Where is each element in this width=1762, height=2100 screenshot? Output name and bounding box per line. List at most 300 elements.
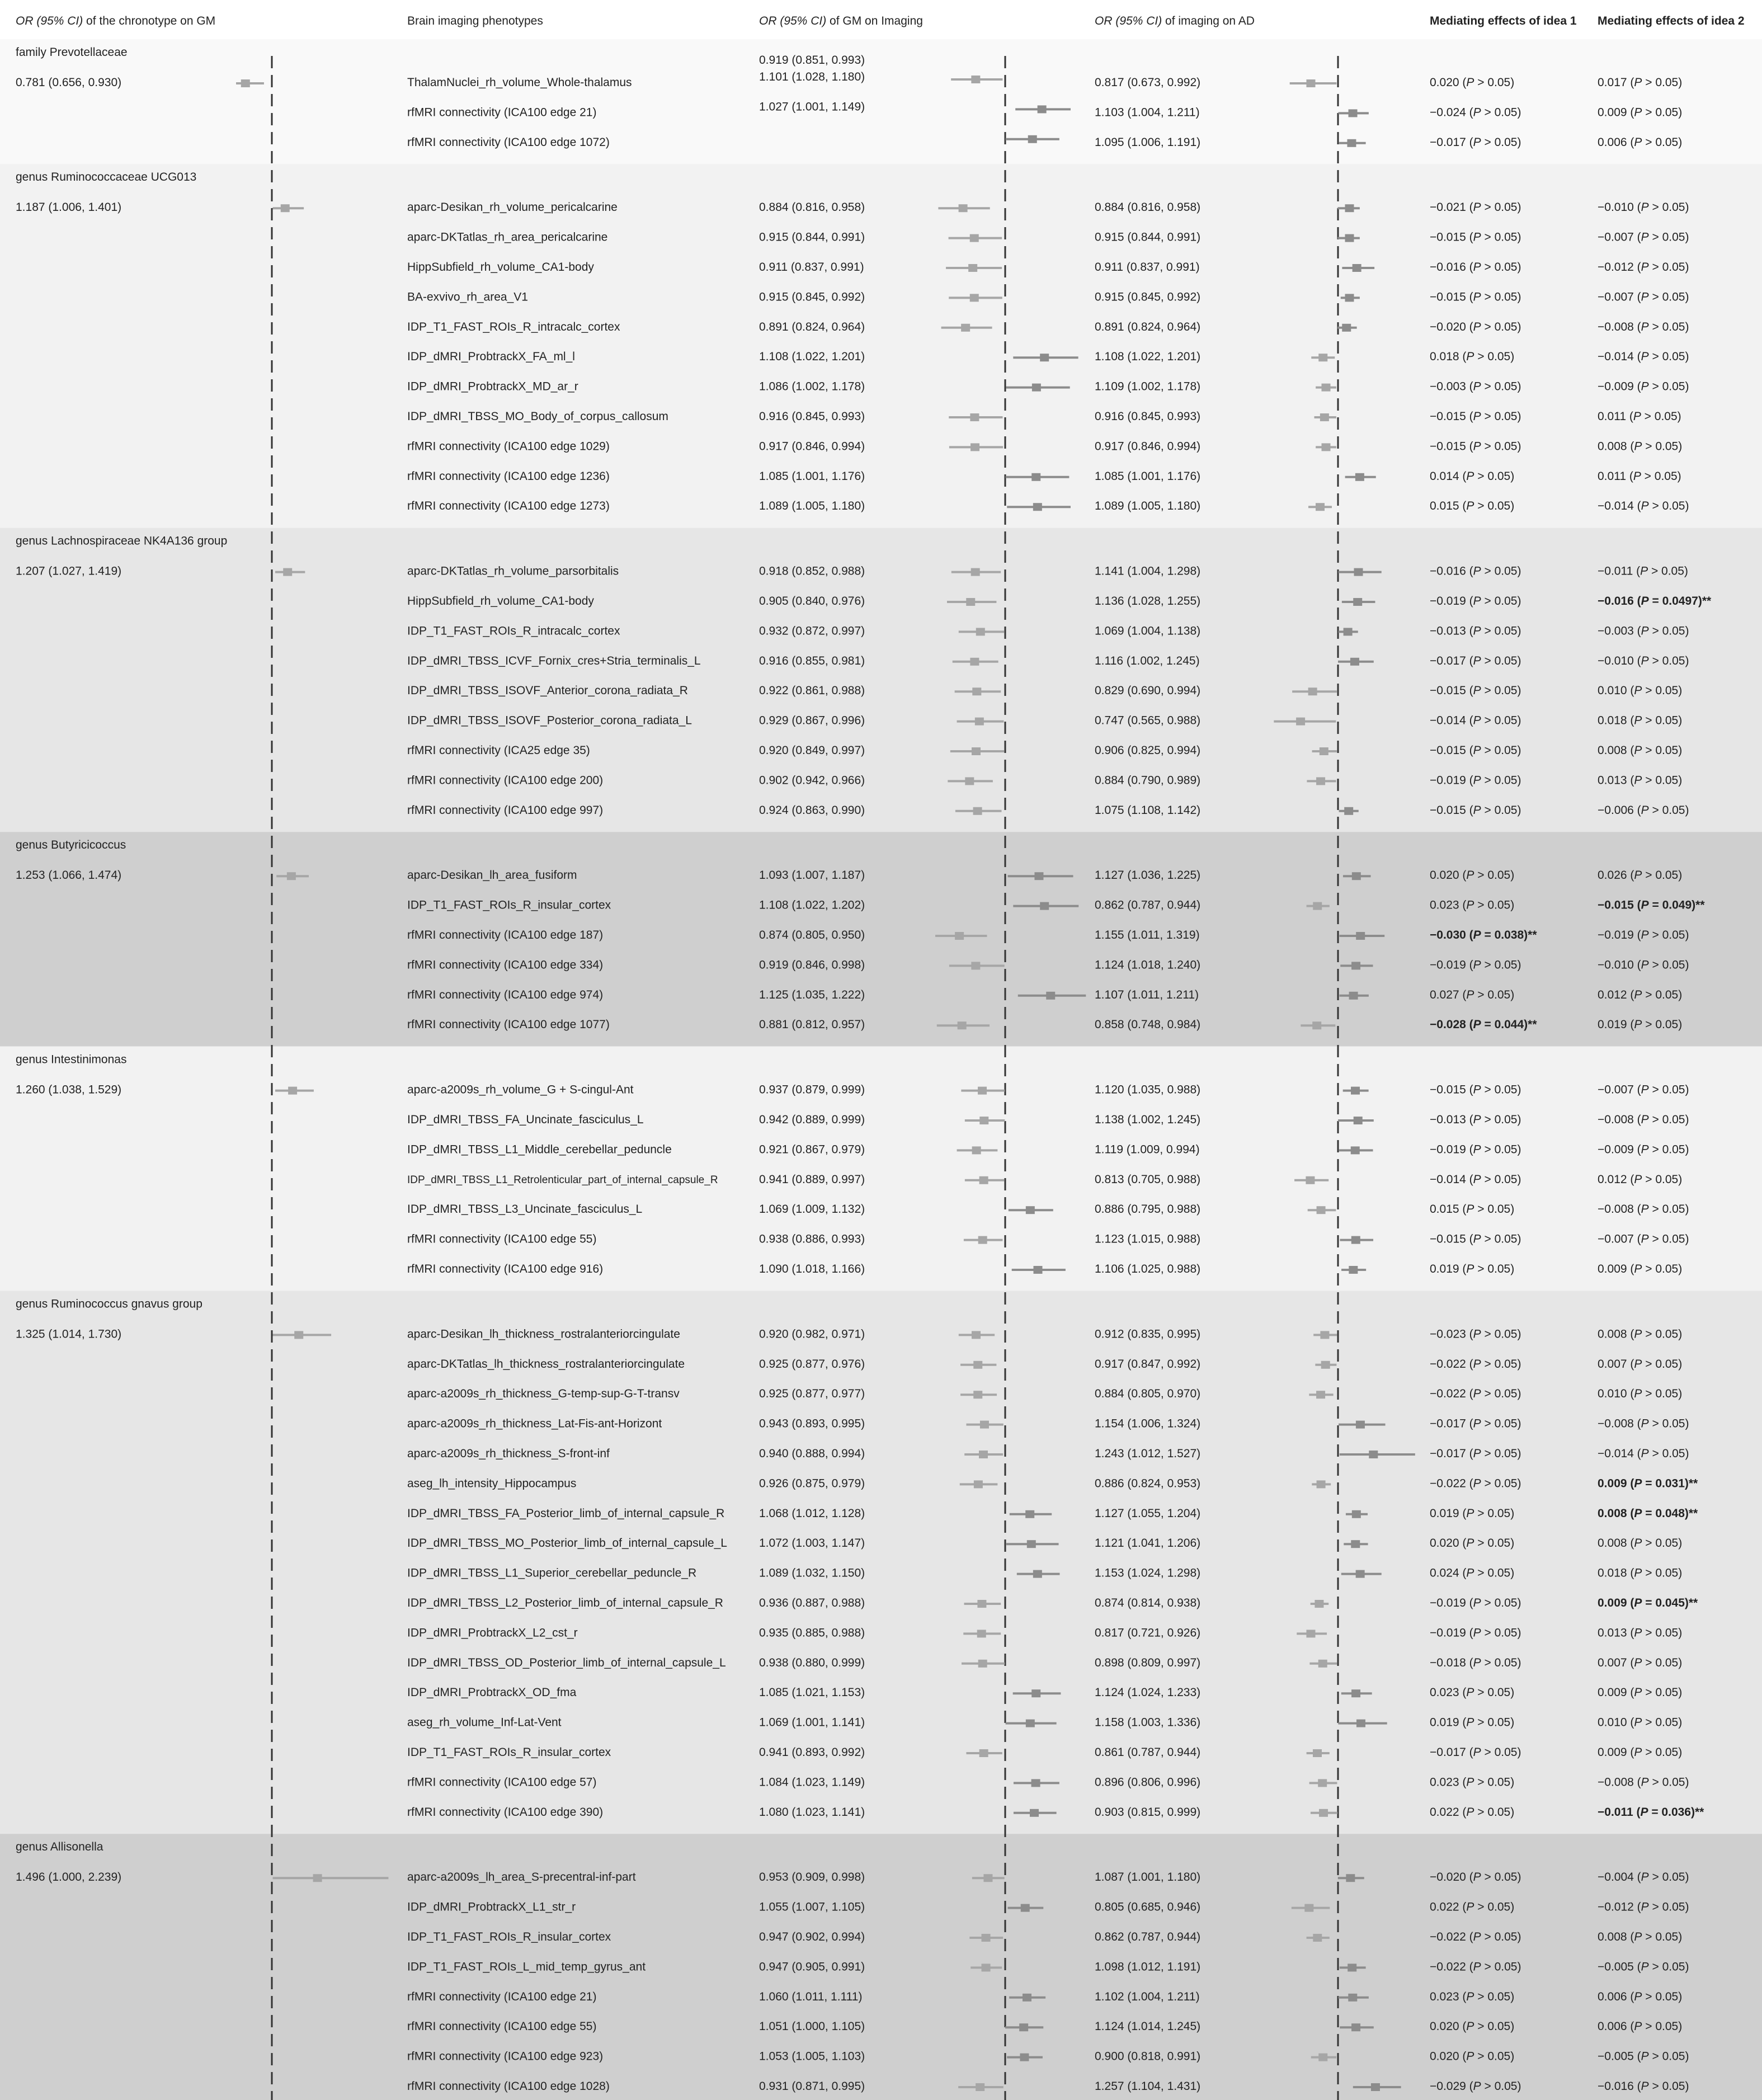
- ad-or-text: 1.109 (1.002, 1.178): [1095, 380, 1201, 393]
- ad-estimate-point: [1319, 1809, 1328, 1817]
- gm-estimate-point: [970, 658, 979, 666]
- phenotype-label: IDP_dMRI_ProbtrackX_FA_ml_l: [407, 350, 575, 364]
- ad-estimate-point: [1351, 2023, 1360, 2031]
- ad-or-text: 0.861 (0.787, 0.944): [1095, 1746, 1201, 1759]
- gm-or-text: 0.921 (0.867, 0.979): [759, 1143, 865, 1156]
- gm-or-text: 0.922 (0.861, 0.988): [759, 684, 865, 698]
- ad-estimate-point: [1318, 2054, 1327, 2061]
- gm-estimate-point: [966, 598, 975, 606]
- mediating-effect-2: −0.005 (P > 0.05): [1598, 1960, 1689, 1974]
- ad-or-text: 1.108 (1.022, 1.201): [1095, 350, 1201, 364]
- gm-or-text: 0.874 (0.805, 0.950): [759, 929, 865, 941]
- ad-or-text: 1.107 (1.011, 1.211): [1095, 988, 1199, 1001]
- gm-estimate-point: [1038, 105, 1047, 113]
- gm-or-text: 1.053 (1.005, 1.103): [759, 2050, 865, 2063]
- gm-or-text: 0.926 (0.875, 0.979): [759, 1477, 865, 1490]
- mediating-effect-1: −0.022 (P > 0.05): [1430, 1387, 1521, 1401]
- mediating-effect-2: −0.016 (P > 0.05): [1598, 2080, 1689, 2093]
- mediating-effect-1: −0.015 (P > 0.05): [1430, 410, 1521, 423]
- ad-estimate-point: [1353, 264, 1361, 272]
- gm-or-text: 0.881 (0.812, 0.957): [759, 1018, 865, 1032]
- ad-estimate-point: [1316, 777, 1325, 785]
- ad-estimate-point: [1321, 1361, 1330, 1369]
- phenotype-label: rfMRI connectivity (ICA100 edge 1077): [407, 1018, 610, 1032]
- group-name: family Prevotellaceae: [16, 46, 128, 59]
- mediating-effect-1: −0.017 (P > 0.05): [1430, 1417, 1521, 1430]
- phenotype-label: IDP_dMRI_TBSS_OD_Posterior_limb_of_internal_capsule_L: [407, 1656, 726, 1669]
- phenotype-label: aparc-Desikan_lh_area_fusiform: [407, 869, 577, 882]
- mediating-effect-1: −0.015 (P > 0.05): [1430, 684, 1521, 698]
- gm-estimate-point: [1028, 135, 1037, 143]
- gm-estimate-point: [979, 1117, 988, 1124]
- phenotype-label: rfMRI connectivity (ICA100 edge 57): [407, 1776, 597, 1789]
- mediating-effect-1: −0.015 (P > 0.05): [1430, 803, 1521, 817]
- mediating-effect-2: −0.008 (P > 0.05): [1598, 1776, 1689, 1789]
- mediating-effect-2: 0.008 (P = 0.048)**: [1598, 1506, 1698, 1520]
- header-col2: Brain imaging phenotypes: [407, 15, 543, 27]
- ad-or-text: 1.106 (1.025, 0.988): [1095, 1263, 1201, 1275]
- gm-or-text: 0.911 (0.837, 0.991): [759, 261, 864, 274]
- gm-or-text: 1.055 (1.007, 1.105): [759, 1900, 865, 1914]
- group-bands: [0, 39, 1762, 2100]
- ad-estimate-point: [1352, 872, 1361, 880]
- gm-or-text: 0.936 (0.887, 0.988): [759, 1597, 865, 1609]
- gm-or-text: 1.101 (1.028, 1.180): [759, 70, 865, 83]
- ad-estimate-point: [1353, 598, 1362, 606]
- ad-estimate-point: [1352, 1510, 1361, 1518]
- gm-estimate-point: [977, 1630, 986, 1637]
- ad-or-text: 0.817 (0.673, 0.992): [1095, 76, 1201, 89]
- mediating-effect-2: 0.012 (P > 0.05): [1598, 988, 1683, 1001]
- ad-estimate-point: [1306, 1630, 1315, 1637]
- ad-estimate-point: [1308, 688, 1317, 695]
- gm-estimate-point: [961, 324, 970, 332]
- group-estimate-point: [313, 1874, 322, 1882]
- mediating-effect-2: −0.007 (P > 0.05): [1598, 230, 1689, 244]
- ad-estimate-point: [1313, 1749, 1322, 1757]
- phenotype-label: aseg_lh_intensity_Hippocampus: [407, 1477, 577, 1490]
- mediating-effect-2: 0.006 (P > 0.05): [1598, 135, 1683, 149]
- mediating-effect-1: −0.023 (P > 0.05): [1430, 1327, 1521, 1341]
- phenotype-label: rfMRI connectivity (ICA100 edge 923): [407, 2050, 604, 2063]
- ad-estimate-point: [1371, 2083, 1380, 2091]
- ad-or-text: 0.862 (0.787, 0.944): [1095, 898, 1201, 912]
- ad-estimate-point: [1320, 747, 1328, 755]
- mediating-effect-1: −0.029 (P > 0.05): [1430, 2080, 1521, 2093]
- mediating-effect-2: 0.026 (P > 0.05): [1598, 869, 1683, 882]
- ad-or-text: 0.915 (0.845, 0.992): [1095, 290, 1201, 304]
- ad-estimate-point: [1322, 384, 1331, 392]
- header-col4: OR (95% CI) of imaging on AD: [1095, 15, 1255, 27]
- gm-estimate-point: [973, 1361, 982, 1369]
- ad-estimate-point: [1304, 1904, 1313, 1912]
- gm-or-text: 1.093 (1.007, 1.187): [759, 869, 865, 882]
- mediating-effect-2: 0.008 (P > 0.05): [1598, 744, 1683, 757]
- phenotype-label: rfMRI connectivity (ICA100 edge 974): [407, 988, 604, 1001]
- ad-or-text: 1.087 (1.001, 1.180): [1095, 1871, 1201, 1884]
- gm-estimate-point: [972, 747, 981, 755]
- mediating-effect-2: −0.007 (P > 0.05): [1598, 1083, 1689, 1096]
- mediating-effect-2: −0.012 (P > 0.05): [1598, 1900, 1689, 1914]
- gm-estimate-point: [977, 1600, 986, 1608]
- mediating-effect-1: 0.023 (P > 0.05): [1430, 1776, 1515, 1789]
- mediating-effect-1: 0.022 (P > 0.05): [1430, 1805, 1515, 1819]
- ad-or-text: 1.089 (1.005, 1.180): [1095, 500, 1201, 513]
- ad-estimate-point: [1318, 1779, 1327, 1787]
- mediating-effect-2: −0.008 (P > 0.05): [1598, 320, 1689, 333]
- ad-estimate-point: [1356, 932, 1365, 940]
- mediating-effect-2: −0.010 (P > 0.05): [1598, 201, 1689, 214]
- gm-or-text: 0.942 (0.889, 0.999): [759, 1113, 865, 1126]
- ad-estimate-point: [1345, 204, 1354, 212]
- gm-or-text: 1.089 (1.032, 1.150): [759, 1566, 865, 1580]
- ad-estimate-point: [1313, 902, 1322, 910]
- ad-or-text: 0.886 (0.824, 0.953): [1095, 1477, 1201, 1490]
- ad-or-text: 1.141 (1.004, 1.298): [1095, 564, 1201, 578]
- mediating-effect-2: −0.007 (P > 0.05): [1598, 1232, 1689, 1246]
- gm-estimate-point: [970, 413, 979, 421]
- gm-or-text: 0.891 (0.824, 0.964): [759, 320, 865, 333]
- gm-or-text: 0.919 (0.846, 0.998): [759, 958, 865, 972]
- phenotype-label: IDP_T1_FAST_ROIs_R_insular_cortex: [407, 898, 611, 912]
- ad-or-text: 0.916 (0.845, 0.993): [1095, 410, 1201, 423]
- gm-estimate-point: [978, 1660, 987, 1668]
- group-or: 1.187 (1.006, 1.401): [16, 201, 122, 214]
- mediating-effect-1: 0.027 (P > 0.05): [1430, 988, 1515, 1001]
- ad-or-text: 1.124 (1.024, 1.233): [1095, 1686, 1201, 1699]
- group-estimate-point: [241, 79, 250, 87]
- gm-estimate-point: [971, 76, 980, 83]
- phenotype-label: IDP_dMRI_TBSS_L3_Uncinate_fasciculus_L: [407, 1203, 643, 1216]
- gm-or-text: 1.125 (1.035, 1.222): [759, 988, 865, 1001]
- ad-or-text: 1.098 (1.012, 1.191): [1095, 1960, 1201, 1974]
- phenotype-label: IDP_dMRI_ProbtrackX_L1_str_r: [407, 1900, 576, 1914]
- mediating-effect-2: −0.006 (P > 0.05): [1598, 803, 1689, 817]
- ad-estimate-point: [1342, 324, 1351, 332]
- phenotype-label: IDP_dMRI_TBSS_MO_Posterior_limb_of_internal_capsule_L: [407, 1537, 727, 1550]
- gm-estimate-point: [973, 1391, 982, 1399]
- gm-estimate-point: [973, 807, 982, 815]
- mediating-effect-2: −0.016 (P = 0.0497)**: [1598, 595, 1712, 608]
- gm-or-text: 0.953 (0.909, 0.998): [759, 1871, 865, 1884]
- ad-or-text: 1.257 (1.104, 1.431): [1095, 2080, 1201, 2093]
- mediating-effect-2: 0.010 (P > 0.05): [1598, 1387, 1683, 1401]
- gm-or-text: 1.080 (1.023, 1.141): [759, 1805, 865, 1819]
- phenotype-label: IDP_dMRI_TBSS_L1_Middle_cerebellar_peduncle: [407, 1143, 672, 1156]
- ad-or-text: 0.858 (0.748, 0.984): [1095, 1018, 1201, 1032]
- gm-estimate-point: [1034, 1266, 1043, 1274]
- ad-or-text: 0.915 (0.844, 0.991): [1095, 230, 1201, 244]
- mediating-effect-2: 0.006 (P > 0.05): [1598, 2020, 1683, 2033]
- ad-estimate-point: [1351, 1087, 1360, 1095]
- gm-estimate-point: [1027, 1540, 1036, 1548]
- phenotype-label: aparc-a2009s_rh_volume_G + S-cingul-Ant: [407, 1083, 634, 1096]
- ad-or-text: 0.917 (0.847, 0.992): [1095, 1357, 1201, 1371]
- mediating-effect-1: −0.018 (P > 0.05): [1430, 1656, 1521, 1669]
- phenotype-label: BA-exvivo_rh_area_V1: [407, 290, 528, 304]
- phenotype-label: rfMRI connectivity (ICA100 edge 334): [407, 958, 604, 972]
- ad-or-text: 1.102 (1.004, 1.211): [1095, 1990, 1200, 2003]
- gm-estimate-point: [1019, 2023, 1028, 2031]
- phenotype-label: aparc-Desikan_lh_thickness_rostralanteriorcingulate: [407, 1327, 680, 1341]
- mediating-effect-1: 0.022 (P > 0.05): [1430, 1900, 1515, 1914]
- ad-estimate-point: [1355, 473, 1364, 481]
- gm-estimate-point: [982, 1964, 991, 1971]
- group-name: genus Intestinimonas: [16, 1053, 127, 1066]
- ad-estimate-point: [1318, 354, 1327, 361]
- gm-or-text: 0.919 (0.851, 0.993): [759, 54, 865, 67]
- gm-or-text: 0.917 (0.846, 0.994): [759, 440, 865, 453]
- gm-or-text: 0.884 (0.816, 0.958): [759, 201, 865, 214]
- ad-or-text: 0.884 (0.805, 0.970): [1095, 1387, 1201, 1401]
- mediating-effect-1: −0.013 (P > 0.05): [1430, 624, 1521, 638]
- mediating-effect-1: −0.016 (P > 0.05): [1430, 261, 1521, 274]
- gm-estimate-point: [976, 628, 985, 635]
- mediating-effect-1: −0.019 (P > 0.05): [1430, 1597, 1521, 1609]
- mediating-effect-1: 0.020 (P > 0.05): [1430, 2020, 1515, 2033]
- ad-or-text: 0.817 (0.721, 0.926): [1095, 1626, 1201, 1640]
- gm-or-text: 0.938 (0.880, 0.999): [759, 1656, 865, 1669]
- gm-estimate-point: [1023, 1994, 1031, 2002]
- mediating-effect-2: −0.010 (P > 0.05): [1598, 958, 1689, 972]
- gm-or-text: 0.905 (0.840, 0.976): [759, 595, 865, 608]
- gm-estimate-point: [1033, 1570, 1042, 1578]
- mediating-effect-1: −0.024 (P > 0.05): [1430, 106, 1521, 119]
- ad-estimate-point: [1320, 1331, 1329, 1339]
- ad-or-text: 1.075 (1.108, 1.142): [1095, 803, 1201, 817]
- ad-estimate-point: [1306, 79, 1315, 87]
- group-name: genus Butyricicoccus: [16, 839, 126, 852]
- gm-estimate-point: [1020, 2054, 1029, 2061]
- mediating-effect-2: 0.009 (P > 0.05): [1598, 1263, 1683, 1275]
- gm-or-text: 1.086 (1.002, 1.178): [759, 380, 865, 393]
- phenotype-label: IDP_T1_FAST_ROIs_R_intracalc_cortex: [407, 624, 620, 638]
- mediating-effect-1: 0.020 (P > 0.05): [1430, 76, 1515, 89]
- phenotype-label: IDP_T1_FAST_ROIs_L_mid_temp_gyrus_ant: [407, 1960, 646, 1974]
- phenotype-label: IDP_dMRI_TBSS_MO_Body_of_corpus_callosum: [407, 410, 668, 423]
- group-or: 0.781 (0.656, 0.930): [16, 76, 122, 89]
- mediating-effect-2: 0.008 (P > 0.05): [1598, 1327, 1683, 1341]
- phenotype-label: IDP_dMRI_ProbtrackX_OD_fma: [407, 1686, 577, 1699]
- gm-or-text: 0.915 (0.845, 0.992): [759, 290, 865, 304]
- group-or: 1.260 (1.038, 1.529): [16, 1083, 122, 1096]
- ad-or-text: 1.155 (1.011, 1.319): [1095, 929, 1200, 941]
- gm-or-text: 0.918 (0.852, 0.988): [759, 564, 865, 578]
- ad-or-text: 1.069 (1.004, 1.138): [1095, 624, 1201, 638]
- mediating-effect-2: 0.010 (P > 0.05): [1598, 1716, 1683, 1729]
- ad-or-text: 1.121 (1.041, 1.206): [1095, 1537, 1201, 1550]
- mediating-effect-2: 0.013 (P > 0.05): [1598, 1626, 1683, 1640]
- gm-estimate-point: [1025, 1510, 1034, 1518]
- phenotype-label: ThalamNuclei_rh_volume_Whole-thalamus: [407, 76, 632, 89]
- mediating-effect-2: 0.019 (P > 0.05): [1598, 1018, 1683, 1032]
- ad-or-text: 0.874 (0.814, 0.938): [1095, 1597, 1201, 1609]
- mediating-effect-1: 0.019 (P > 0.05): [1430, 1263, 1515, 1275]
- mediating-effect-2: 0.009 (P > 0.05): [1598, 1686, 1683, 1699]
- ad-estimate-point: [1351, 962, 1360, 969]
- ad-or-text: 1.124 (1.018, 1.240): [1095, 958, 1201, 972]
- mediating-effect-1: −0.019 (P > 0.05): [1430, 958, 1521, 972]
- mediating-effect-1: −0.017 (P > 0.05): [1430, 135, 1521, 149]
- ad-or-text: 1.154 (1.006, 1.324): [1095, 1417, 1201, 1430]
- mediating-effect-1: 0.020 (P > 0.05): [1430, 869, 1515, 882]
- gm-estimate-point: [972, 1146, 981, 1154]
- ad-or-text: 0.886 (0.795, 0.988): [1095, 1203, 1201, 1216]
- mediating-effect-2: 0.009 (P > 0.05): [1598, 1746, 1683, 1759]
- ad-estimate-point: [1350, 658, 1359, 666]
- mediating-effect-2: 0.012 (P > 0.05): [1598, 1173, 1683, 1186]
- gm-estimate-point: [980, 1421, 989, 1429]
- gm-estimate-point: [1026, 1206, 1035, 1214]
- mediating-effect-1: −0.030 (P = 0.038)**: [1430, 929, 1537, 941]
- mediating-effect-1: 0.019 (P > 0.05): [1430, 1716, 1515, 1729]
- phenotype-label: IDP_dMRI_TBSS_L1_Superior_cerebellar_peduncle_R: [407, 1566, 697, 1580]
- phenotype-label: aparc-a2009s_lh_area_S-precentral-inf-part: [407, 1871, 636, 1884]
- ad-or-text: 1.138 (1.002, 1.245): [1095, 1113, 1201, 1126]
- ad-estimate-point: [1356, 1570, 1365, 1578]
- ad-estimate-point: [1354, 1117, 1363, 1124]
- ad-or-text: 1.124 (1.014, 1.245): [1095, 2020, 1201, 2033]
- ad-or-text: 0.829 (0.690, 0.994): [1095, 684, 1201, 698]
- ad-estimate-point: [1349, 992, 1358, 1000]
- header-col6: Mediating effects of idea 2: [1598, 15, 1745, 27]
- phenotype-label: rfMRI connectivity (ICA100 edge 55): [407, 1232, 597, 1246]
- ad-estimate-point: [1348, 1964, 1356, 1971]
- gm-or-text: 1.051 (1.000, 1.105): [759, 2020, 865, 2033]
- ad-or-text: 1.120 (1.035, 0.988): [1095, 1083, 1201, 1096]
- ad-estimate-point: [1351, 1540, 1360, 1548]
- gm-estimate-point: [978, 1236, 987, 1244]
- mediating-effect-2: −0.015 (P = 0.049)**: [1598, 898, 1705, 912]
- mediating-effect-2: −0.014 (P > 0.05): [1598, 500, 1689, 513]
- gm-or-text: 1.108 (1.022, 1.202): [759, 898, 865, 912]
- gm-or-text: 0.940 (0.888, 0.994): [759, 1447, 865, 1460]
- gm-or-text: 0.941 (0.889, 0.997): [759, 1173, 865, 1186]
- ad-estimate-point: [1306, 1176, 1315, 1184]
- phenotype-label: rfMRI connectivity (ICA100 edge 1273): [407, 500, 610, 513]
- mediating-effect-2: 0.009 (P = 0.031)**: [1598, 1477, 1698, 1490]
- ad-or-text: 1.127 (1.055, 1.204): [1095, 1506, 1201, 1520]
- gm-or-text: 1.085 (1.001, 1.176): [759, 469, 865, 483]
- mediating-effect-2: 0.008 (P > 0.05): [1598, 1931, 1683, 1943]
- phenotype-label: IDP_T1_FAST_ROIs_R_insular_cortex: [407, 1931, 611, 1943]
- ad-estimate-point: [1296, 718, 1305, 726]
- group-or: 1.325 (1.014, 1.730): [16, 1327, 122, 1341]
- gm-estimate-point: [979, 1749, 988, 1757]
- phenotype-label: IDP_dMRI_TBSS_L2_Posterior_limb_of_internal_capsule_R: [407, 1597, 723, 1609]
- gm-or-text: 1.060 (1.011, 1.111): [759, 1990, 863, 2003]
- mediating-effect-1: 0.019 (P > 0.05): [1430, 1506, 1515, 1520]
- ad-estimate-point: [1356, 1421, 1365, 1429]
- mediating-effect-2: −0.014 (P > 0.05): [1598, 350, 1689, 364]
- group-or: 1.496 (1.000, 2.239): [16, 1871, 122, 1884]
- gm-or-text: 0.937 (0.879, 0.999): [759, 1083, 865, 1096]
- mediating-effect-2: −0.008 (P > 0.05): [1598, 1113, 1689, 1126]
- phenotype-label: rfMRI connectivity (ICA25 edge 35): [407, 744, 590, 757]
- gm-or-text: 0.938 (0.886, 0.993): [759, 1232, 865, 1246]
- ad-estimate-point: [1356, 1720, 1365, 1727]
- gm-estimate-point: [970, 234, 979, 242]
- mediating-effect-2: 0.018 (P > 0.05): [1598, 714, 1683, 727]
- ad-or-text: 1.123 (1.015, 0.988): [1095, 1232, 1201, 1246]
- ad-or-text: 0.917 (0.846, 0.994): [1095, 440, 1201, 453]
- gm-estimate-point: [971, 962, 980, 969]
- ad-or-text: 1.136 (1.028, 1.255): [1095, 595, 1201, 608]
- mediating-effect-1: −0.019 (P > 0.05): [1430, 774, 1521, 787]
- mediating-effect-2: 0.009 (P = 0.045)**: [1598, 1597, 1698, 1609]
- gm-or-text: 0.925 (0.877, 0.976): [759, 1357, 865, 1371]
- mediating-effect-2: −0.004 (P > 0.05): [1598, 1871, 1689, 1884]
- phenotype-label: aparc-DKTatlas_lh_thickness_rostralanteriorcingulate: [407, 1357, 685, 1371]
- ad-estimate-point: [1344, 807, 1353, 815]
- gm-or-text: 0.916 (0.855, 0.981): [759, 654, 865, 667]
- ad-or-text: 1.116 (1.002, 1.245): [1095, 654, 1200, 667]
- ad-or-text: 1.127 (1.036, 1.225): [1095, 869, 1201, 882]
- mediating-effect-2: −0.011 (P = 0.036)**: [1598, 1805, 1704, 1819]
- gm-estimate-point: [972, 688, 981, 695]
- phenotype-label: IDP_dMRI_TBSS_ISOVF_Anterior_corona_radiata_R: [407, 684, 688, 698]
- mediating-effect-1: −0.019 (P > 0.05): [1430, 1626, 1521, 1640]
- mediating-effect-2: −0.014 (P > 0.05): [1598, 1447, 1689, 1460]
- mediating-effect-1: −0.015 (P > 0.05): [1430, 1232, 1521, 1246]
- mediating-effect-1: −0.016 (P > 0.05): [1430, 564, 1521, 578]
- ad-estimate-point: [1317, 1206, 1326, 1214]
- gm-or-text: 1.108 (1.022, 1.201): [759, 350, 865, 364]
- group-estimate-point: [288, 1087, 297, 1095]
- mediating-effect-1: 0.014 (P > 0.05): [1430, 469, 1515, 483]
- mediating-effect-1: −0.020 (P > 0.05): [1430, 1871, 1521, 1884]
- phenotype-label: rfMRI connectivity (ICA100 edge 21): [407, 1990, 597, 2003]
- gm-or-text: 0.916 (0.845, 0.993): [759, 410, 865, 423]
- ad-or-text: 1.095 (1.006, 1.191): [1095, 135, 1201, 149]
- gm-or-text: 1.068 (1.012, 1.128): [759, 1506, 865, 1520]
- gm-or-text: 0.902 (0.942, 0.966): [759, 774, 865, 787]
- gm-estimate-point: [1030, 1809, 1039, 1817]
- ad-estimate-point: [1312, 1021, 1321, 1029]
- phenotype-label: IDP_dMRI_ProbtrackX_L2_cst_r: [407, 1626, 578, 1640]
- gm-estimate-point: [974, 1480, 983, 1488]
- gm-or-text: 1.085 (1.021, 1.153): [759, 1686, 865, 1699]
- mediating-effect-1: −0.022 (P > 0.05): [1430, 1357, 1521, 1371]
- phenotype-label: rfMRI connectivity (ICA100 edge 1072): [407, 135, 610, 149]
- group-name: genus Ruminococcus gnavus group: [16, 1297, 202, 1311]
- gm-estimate-point: [955, 932, 964, 940]
- gm-or-text: 1.089 (1.005, 1.180): [759, 500, 865, 513]
- mediating-effect-1: 0.023 (P > 0.05): [1430, 1686, 1515, 1699]
- ad-or-text: 0.900 (0.818, 0.991): [1095, 2050, 1201, 2063]
- gm-estimate-point: [1034, 872, 1043, 880]
- header-col1: OR (95% CI) of the chronotype on GM: [16, 15, 216, 27]
- mediating-effect-2: −0.008 (P > 0.05): [1598, 1203, 1689, 1216]
- mediating-effect-1: −0.022 (P > 0.05): [1430, 1477, 1521, 1490]
- gm-estimate-point: [1026, 1720, 1035, 1727]
- gm-or-text: 0.925 (0.877, 0.977): [759, 1387, 865, 1401]
- mediating-effect-1: −0.015 (P > 0.05): [1430, 230, 1521, 244]
- gm-estimate-point: [979, 1451, 988, 1458]
- ad-or-text: 1.243 (1.012, 1.527): [1095, 1447, 1201, 1460]
- phenotype-label: rfMRI connectivity (ICA100 edge 1028): [407, 2080, 610, 2093]
- ad-or-text: 0.862 (0.787, 0.944): [1095, 1931, 1201, 1943]
- gm-estimate-point: [975, 718, 984, 726]
- gm-or-text: 0.924 (0.863, 0.990): [759, 803, 865, 817]
- mediating-effect-2: 0.011 (P > 0.05): [1598, 410, 1681, 423]
- gm-or-text: 0.931 (0.871, 0.995): [759, 2080, 865, 2093]
- phenotype-label: IDP_dMRI_TBSS_L1_Retrolenticular_part_of_internal_capsule_R: [407, 1174, 718, 1186]
- mediating-effect-1: 0.023 (P > 0.05): [1430, 898, 1515, 912]
- mediating-effect-2: 0.007 (P > 0.05): [1598, 1656, 1683, 1669]
- ad-or-text: 0.912 (0.835, 0.995): [1095, 1327, 1201, 1341]
- phenotype-label: IDP_T1_FAST_ROIs_R_insular_cortex: [407, 1746, 611, 1759]
